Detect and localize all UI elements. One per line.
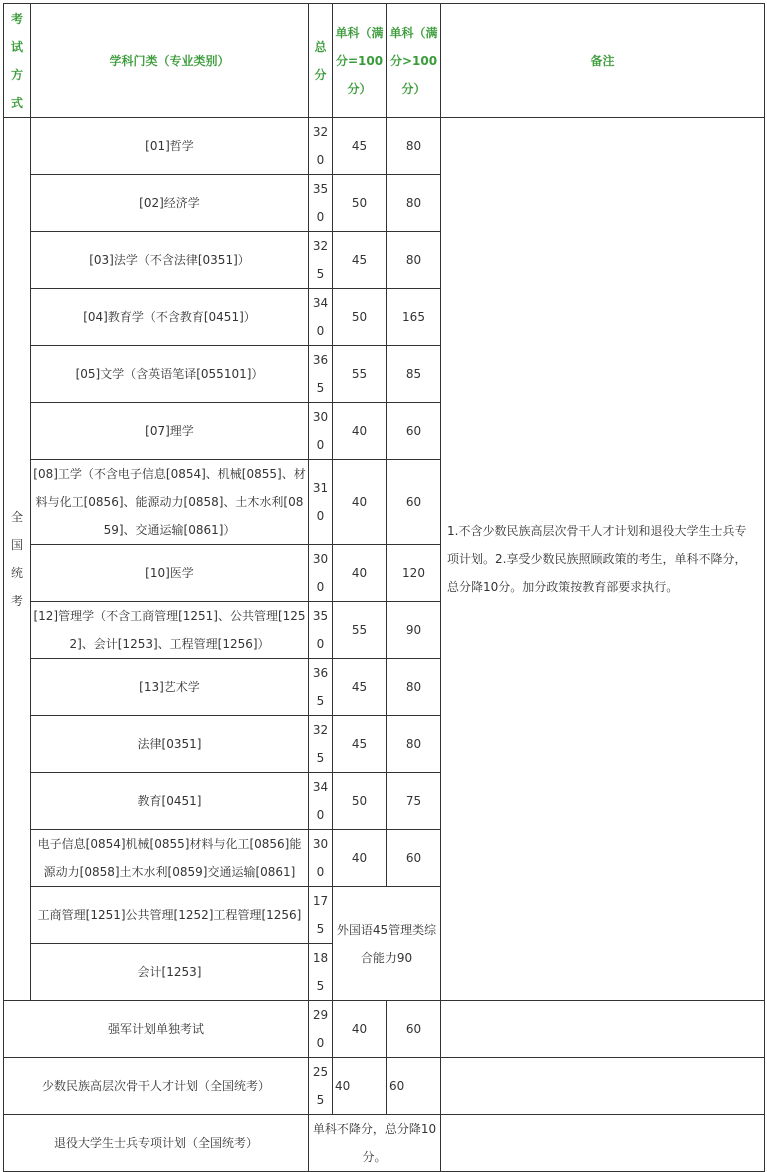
total-cell: 300 (309, 830, 333, 887)
single-high-cell: 85 (387, 346, 441, 403)
total-cell: 300 (309, 545, 333, 602)
subject-cell: 会计[1253] (31, 944, 309, 1001)
single-low-cell: 40 (333, 460, 387, 545)
single-high-cell: 80 (387, 175, 441, 232)
subject-cell: [05]文学（含英语笔译[055101]） (31, 346, 309, 403)
single-low-cell: 40 (333, 1001, 387, 1058)
single-low-cell: 50 (333, 175, 387, 232)
single-low-cell: 55 (333, 602, 387, 659)
single-high-cell: 80 (387, 232, 441, 289)
total-cell: 340 (309, 289, 333, 346)
table-row (4, 118, 765, 175)
subject-cell: [10]医学 (31, 545, 309, 602)
header-row (4, 4, 765, 118)
veteran-merged-cell: 单科不降分，总分降10分。 (309, 1115, 441, 1172)
single-low-cell: 50 (333, 289, 387, 346)
subject-cell: 教育[0451] (31, 773, 309, 830)
single-low-cell: 45 (333, 232, 387, 289)
single-high-cell: 80 (387, 659, 441, 716)
single-low-cell: 40 (333, 830, 387, 887)
subject-cell: [07]理学 (31, 403, 309, 460)
total-cell: 255 (309, 1058, 333, 1115)
subject-cell: 法律[0351] (31, 716, 309, 773)
subject-cell: [02]经济学 (31, 175, 309, 232)
remarks-empty (441, 1001, 765, 1058)
total-cell: 320 (309, 118, 333, 175)
single-high-cell: 60 (387, 1001, 441, 1058)
total-cell: 365 (309, 659, 333, 716)
single-low-cell: 40 (333, 1058, 387, 1115)
single-low-cell: 40 (333, 403, 387, 460)
header-remarks: 备注 (441, 4, 765, 118)
subject-cell: [13]艺术学 (31, 659, 309, 716)
total-cell: 175 (309, 887, 333, 944)
subject-cell: 工商管理[1251]公共管理[1252]工程管理[1256] (31, 887, 309, 944)
table-row (4, 1001, 765, 1058)
single-high-cell: 60 (387, 460, 441, 545)
total-cell: 310 (309, 460, 333, 545)
total-cell: 350 (309, 175, 333, 232)
single-low-cell: 45 (333, 659, 387, 716)
total-cell: 290 (309, 1001, 333, 1058)
remarks-note: 1.不含少数民族高层次骨干人才计划和退役大学生士兵专项计划。2.享受少数民族照顾政策的考生，单科不降分，总分降10分。加分政策按教育部要求执行。 (441, 118, 765, 1001)
single-low-cell: 50 (333, 773, 387, 830)
subject-cell: [08]工学（不含电子信息[0854]、机械[0855]、材料与化工[0856]、能源动力[0858]、土木水利[0859]、交通运输[0861]） (31, 460, 309, 545)
header-method: 考试方式 (4, 4, 31, 118)
single-high-cell: 80 (387, 118, 441, 175)
remarks-empty (441, 1058, 765, 1115)
subject-cell: 强军计划单独考试 (4, 1001, 309, 1058)
subject-cell: 电子信息[0854]机械[0855]材料与化工[0856]能源动力[0858]土木水利[0859]交通运输[0861] (31, 830, 309, 887)
total-cell: 340 (309, 773, 333, 830)
single-high-cell: 120 (387, 545, 441, 602)
single-high-cell: 80 (387, 716, 441, 773)
total-cell: 365 (309, 346, 333, 403)
total-cell: 350 (309, 602, 333, 659)
subject-cell: [01]哲学 (31, 118, 309, 175)
subject-cell: [12]管理学（不含工商管理[1251]、公共管理[1252]、会计[1253]、工程管理[1256]） (31, 602, 309, 659)
subject-cell: 少数民族高层次骨干人才计划（全国统考） (4, 1058, 309, 1115)
single-low-cell: 55 (333, 346, 387, 403)
header-total: 总分 (309, 4, 333, 118)
header-single-low: 单科（满分=100分） (333, 4, 387, 118)
single-low-cell: 45 (333, 118, 387, 175)
header-single-high: 单科（满分>100分） (387, 4, 441, 118)
single-high-cell: 165 (387, 289, 441, 346)
total-cell: 300 (309, 403, 333, 460)
single-high-cell: 60 (387, 1058, 441, 1115)
single-low-cell: 40 (333, 545, 387, 602)
subject-cell: [04]教育学（不含教育[0451]） (31, 289, 309, 346)
table-row (4, 1115, 765, 1172)
remarks-empty (441, 1115, 765, 1172)
table-row (4, 1058, 765, 1115)
header-subject: 学科门类（专业类别） (31, 4, 309, 118)
total-cell: 185 (309, 944, 333, 1001)
mba-single-merged: 外国语45管理类综合能力90 (333, 887, 441, 1001)
total-cell: 325 (309, 716, 333, 773)
method-national: 全国统考 (4, 118, 31, 1001)
score-table (3, 3, 765, 1172)
total-cell: 325 (309, 232, 333, 289)
subject-cell: [03]法学（不含法律[0351]） (31, 232, 309, 289)
single-high-cell: 90 (387, 602, 441, 659)
single-low-cell: 45 (333, 716, 387, 773)
single-high-cell: 75 (387, 773, 441, 830)
single-high-cell: 60 (387, 830, 441, 887)
single-high-cell: 60 (387, 403, 441, 460)
subject-cell: 退役大学生士兵专项计划（全国统考） (4, 1115, 309, 1172)
